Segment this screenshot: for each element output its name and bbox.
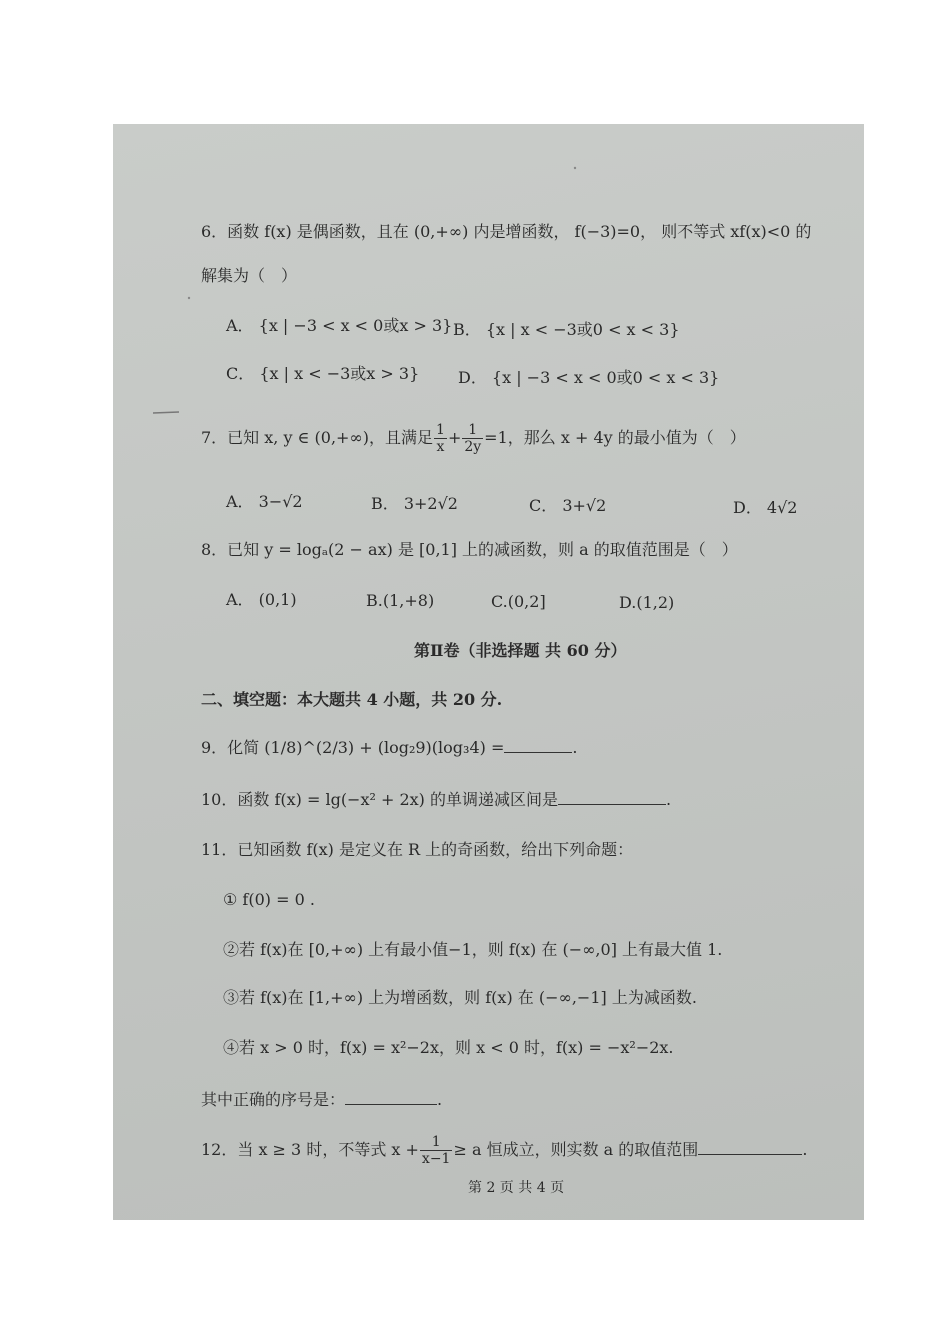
- q8-option-d: D.(1,2): [619, 593, 675, 612]
- scan-mark-line: [153, 409, 183, 417]
- q7-frac2-numerator: 1: [462, 422, 483, 439]
- q11-stem: 11．已知函数 f(x) 是定义在 R 上的奇函数，给出下列命题：: [201, 840, 634, 859]
- q8-stem: 8．已知 y = logₐ(2 − ax) 是 [0,1] 上的减函数，则 a 的取值范围是（ ）: [201, 540, 738, 559]
- q12-frac-numerator: 1: [420, 1134, 453, 1151]
- section2-heading: 二、填空题：本大题共 4 小题，共 20 分.: [201, 690, 503, 709]
- q7-stem-post: =1，那么 x + 4y 的最小值为（ ）: [484, 428, 746, 447]
- q8-option-b: B.(1,+8): [366, 591, 435, 610]
- exam-paper-sheet: [113, 124, 864, 1220]
- q9-answer-blank[interactable]: [504, 740, 572, 753]
- q10-answer-blank[interactable]: [558, 792, 666, 805]
- q7-option-d: D． 4√2: [733, 498, 798, 517]
- page-footer: 第 2 页 共 4 页: [468, 1180, 565, 1196]
- q8-option-c: C.(0,2]: [491, 592, 546, 611]
- q10: [201, 790, 671, 810]
- q7-frac1-denominator: x: [436, 439, 445, 455]
- scan-speck: [571, 164, 579, 172]
- q6-option-b: B． {x | x < −3或0 < x < 3}: [453, 320, 680, 339]
- q7-plus: +: [447, 428, 462, 447]
- q12-frac-denominator: x−1: [421, 1151, 451, 1167]
- q6-option-d: D． {x | −3 < x < 0或0 < x < 3}: [458, 368, 720, 387]
- q6-option-c: C． {x | x < −3或x > 3}: [226, 364, 420, 383]
- q6-stem-line1: 6．函数 f(x) 是偶函数，且在 (0,+∞) 内是增函数， f(−3)=0， 则不等式 xf(x)<0 的: [201, 222, 812, 241]
- section-title: 第Ⅱ卷（非选择题 共 60 分）: [414, 641, 627, 660]
- q11-proposition-1: ① f(0) = 0 .: [223, 890, 315, 909]
- q7-fraction-1-over-x: [434, 422, 447, 455]
- q12-fraction: [420, 1134, 453, 1167]
- q10-end: .: [666, 790, 672, 809]
- q6-option-a: A． {x | −3 < x < 0或x > 3}: [226, 316, 453, 335]
- q7-stem-pre: 7．已知 x, y ∈ (0,+∞)，且满足: [201, 428, 434, 447]
- scan-speck: [185, 294, 193, 302]
- q12-end: .: [802, 1140, 808, 1159]
- q11-answer-label: 其中正确的序号是：: [201, 1090, 346, 1109]
- q11-proposition-2: ②若 f(x)在 [0,+∞) 上有最小值−1，则 f(x) 在 (−∞,0] 上有最大值 1.: [223, 940, 723, 959]
- q12: [201, 1130, 807, 1170]
- q6-stem-line2: 解集为（ ）: [201, 266, 298, 285]
- q7-fraction-1-over-2y: [462, 422, 483, 455]
- q11-proposition-3: ③若 f(x)在 [1,+∞) 上为增函数，则 f(x) 在 (−∞,−1] 上为减函数.: [223, 988, 697, 1007]
- q7-stem: [201, 420, 746, 456]
- q7-option-a: A． 3−√2: [226, 492, 303, 511]
- q9-text: 9．化简 (1/8)^(2/3) + (log₂9)(log₃4) =: [201, 738, 505, 757]
- q7-frac2-denominator: 2y: [464, 439, 482, 455]
- q11-answer-blank[interactable]: [345, 1092, 437, 1105]
- q12-text-post: ≥ a 恒成立，则实数 a 的取值范围: [453, 1140, 699, 1159]
- q7-option-c: C． 3+√2: [529, 496, 607, 515]
- q12-answer-blank[interactable]: [698, 1142, 802, 1155]
- q10-text: 10．函数 f(x) = lg(−x² + 2x) 的单调递减区间是: [201, 790, 559, 809]
- q12-text-pre: 12．当 x ≥ 3 时，不等式 x +: [201, 1140, 419, 1159]
- q11-answer-line: [201, 1090, 442, 1110]
- q11-proposition-4: ④若 x > 0 时，f(x) = x²−2x，则 x < 0 时，f(x) = −x²−2x.: [223, 1038, 674, 1057]
- q7-option-b: B． 3+2√2: [371, 494, 458, 513]
- q9: [201, 738, 577, 758]
- q7-frac1-numerator: 1: [436, 422, 445, 438]
- q9-end: .: [572, 738, 578, 757]
- q11-end: .: [437, 1090, 443, 1109]
- q8-option-a: A． (0,1): [226, 590, 297, 609]
